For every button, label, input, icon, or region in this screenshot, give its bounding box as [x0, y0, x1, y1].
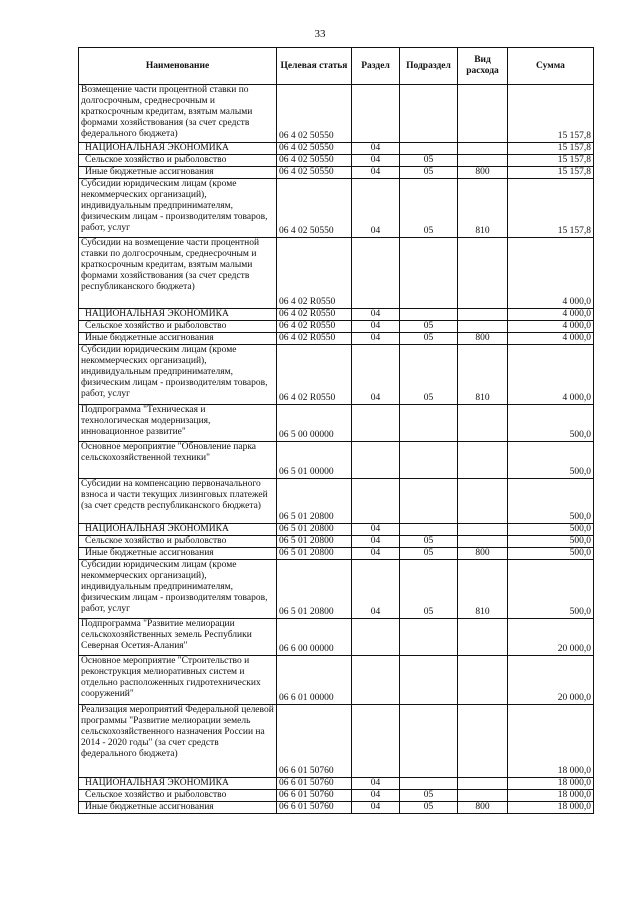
cell-amount: 18 000,0: [508, 790, 594, 802]
cell-subsection: 05: [400, 333, 458, 345]
cell-target: 06 6 01 50760: [277, 705, 352, 778]
cell-target: 06 5 01 20800: [277, 548, 352, 560]
cell-expense-type: [458, 405, 508, 442]
cell-name: Иные бюджетные ассигнования: [79, 802, 277, 814]
cell-expense-type: [458, 143, 508, 155]
header-expense-type: Вид расхода: [458, 48, 508, 85]
table-row: [79, 155, 594, 167]
cell-subsection: 05: [400, 802, 458, 814]
cell-amount: 500,0: [508, 442, 594, 479]
cell-expense-type: [458, 238, 508, 309]
cell-subsection: [400, 705, 458, 778]
cell-name: Субсидии юридическим лицам (кроме некоммерческих организаций), индивидуальным предпринимателям, физическим лицам - производителям товаров, работ, услуг: [79, 179, 277, 238]
header-name: Наименование: [79, 48, 277, 85]
cell-expense-type: 810: [458, 560, 508, 619]
cell-subsection: [400, 524, 458, 536]
cell-section: 04: [352, 802, 400, 814]
cell-target: 06 5 01 20800: [277, 524, 352, 536]
table-row: [79, 167, 594, 179]
cell-target: 06 6 01 50760: [277, 802, 352, 814]
cell-section: 04: [352, 790, 400, 802]
cell-target: 06 4 02 50550: [277, 155, 352, 167]
cell-subsection: 05: [400, 548, 458, 560]
cell-target: 06 6 01 00000: [277, 656, 352, 705]
cell-name: НАЦИОНАЛЬНАЯ ЭКОНОМИКА: [79, 309, 277, 321]
cell-target: 06 4 02 R0550: [277, 309, 352, 321]
cell-subsection: 05: [400, 155, 458, 167]
cell-target: 06 4 02 R0550: [277, 345, 352, 405]
budget-table: [78, 47, 594, 814]
cell-amount: 15 157,8: [508, 143, 594, 155]
cell-expense-type: [458, 619, 508, 656]
cell-name: Иные бюджетные ассигнования: [79, 548, 277, 560]
table-row: [79, 345, 594, 405]
header-amount: Сумма: [508, 48, 594, 85]
cell-section: [352, 442, 400, 479]
table-row: [79, 85, 594, 143]
cell-target: 06 6 00 00000: [277, 619, 352, 656]
cell-target: 06 4 02 50550: [277, 85, 352, 143]
header-subsection: Подраздел: [400, 48, 458, 85]
cell-section: 04: [352, 155, 400, 167]
cell-expense-type: [458, 536, 508, 548]
cell-subsection: [400, 479, 458, 524]
cell-section: 04: [352, 333, 400, 345]
cell-name: НАЦИОНАЛЬНАЯ ЭКОНОМИКА: [79, 778, 277, 790]
cell-name: Подпрограмма "Развитие мелиорации сельскохозяйственных земель Республики Северная Осетия-Алания": [79, 619, 277, 656]
cell-name: Субсидии на компенсацию первоначального взноса и части текущих лизинговых платежей (за счет средств республиканского бюджета): [79, 479, 277, 524]
cell-section: [352, 619, 400, 656]
table-row: [79, 790, 594, 802]
cell-expense-type: 800: [458, 802, 508, 814]
cell-subsection: [400, 778, 458, 790]
header-section: Раздел: [352, 48, 400, 85]
cell-target: 06 4 02 50550: [277, 167, 352, 179]
cell-amount: 500,0: [508, 524, 594, 536]
cell-target: 06 4 02 R0550: [277, 321, 352, 333]
cell-target: 06 6 01 50760: [277, 790, 352, 802]
cell-section: 04: [352, 548, 400, 560]
cell-expense-type: [458, 321, 508, 333]
table-row: [79, 705, 594, 778]
cell-amount: 4 000,0: [508, 333, 594, 345]
cell-amount: 15 157,8: [508, 167, 594, 179]
cell-target: 06 5 01 20800: [277, 560, 352, 619]
cell-subsection: [400, 238, 458, 309]
table-row: [79, 143, 594, 155]
cell-expense-type: [458, 442, 508, 479]
cell-amount: 15 157,8: [508, 155, 594, 167]
cell-section: [352, 656, 400, 705]
cell-amount: 500,0: [508, 536, 594, 548]
table-row: [79, 778, 594, 790]
cell-expense-type: [458, 656, 508, 705]
cell-subsection: [400, 656, 458, 705]
cell-section: [352, 705, 400, 778]
cell-section: 04: [352, 179, 400, 238]
cell-name: НАЦИОНАЛЬНАЯ ЭКОНОМИКА: [79, 524, 277, 536]
cell-subsection: [400, 143, 458, 155]
cell-subsection: 05: [400, 179, 458, 238]
cell-expense-type: [458, 155, 508, 167]
table-row: [79, 524, 594, 536]
table-row: [79, 405, 594, 442]
cell-expense-type: 800: [458, 167, 508, 179]
cell-subsection: 05: [400, 167, 458, 179]
cell-subsection: [400, 442, 458, 479]
table-row: [79, 656, 594, 705]
cell-target: 06 4 02 R0550: [277, 333, 352, 345]
cell-amount: 20 000,0: [508, 656, 594, 705]
cell-section: 04: [352, 143, 400, 155]
cell-subsection: 05: [400, 321, 458, 333]
cell-expense-type: [458, 524, 508, 536]
table-row: [79, 619, 594, 656]
cell-section: 04: [352, 560, 400, 619]
cell-expense-type: 810: [458, 345, 508, 405]
cell-subsection: 05: [400, 790, 458, 802]
cell-section: [352, 85, 400, 143]
cell-amount: 500,0: [508, 479, 594, 524]
cell-name: Возмещение части процентной ставки по долгосрочным, среднесрочным и краткосрочным кредитам, взятым малыми формами хозяйствования (за счет средств федерального бюджета): [79, 85, 277, 143]
cell-name: Подпрограмма "Техническая и технологическая модернизация, инновационное развитие": [79, 405, 277, 442]
cell-amount: 500,0: [508, 560, 594, 619]
cell-section: 04: [352, 524, 400, 536]
cell-section: [352, 238, 400, 309]
cell-subsection: 05: [400, 345, 458, 405]
cell-name: Иные бюджетные ассигнования: [79, 167, 277, 179]
cell-expense-type: [458, 705, 508, 778]
cell-amount: 18 000,0: [508, 705, 594, 778]
cell-name: Реализация мероприятий Федеральной целевой программы "Развитие мелиорации земель сельскохозяйственного назначения России на 2014 - 2020 годы" (за счет средств федерального бюджета): [79, 705, 277, 778]
cell-target: 06 5 00 00000: [277, 405, 352, 442]
cell-amount: 15 157,8: [508, 85, 594, 143]
cell-target: 06 5 01 20800: [277, 479, 352, 524]
table-body: [79, 85, 594, 814]
table-row: [79, 238, 594, 309]
cell-section: [352, 479, 400, 524]
table-row: [79, 179, 594, 238]
cell-subsection: [400, 85, 458, 143]
cell-subsection: 05: [400, 560, 458, 619]
table-row: [79, 309, 594, 321]
header-target: Целевая статья: [277, 48, 352, 85]
cell-name: Сельское хозяйство и рыболовство: [79, 536, 277, 548]
cell-amount: 18 000,0: [508, 778, 594, 790]
table-row: [79, 802, 594, 814]
cell-section: 04: [352, 167, 400, 179]
page-number: 33: [314, 28, 326, 40]
cell-name: Субсидии на возмещение части процентной ставки по долгосрочным, среднесрочным и краткосрочным кредитам, взятым малыми формами хозяйствования (за счет средств республиканского бюджета): [79, 238, 277, 309]
cell-expense-type: [458, 778, 508, 790]
table-row: [79, 548, 594, 560]
cell-expense-type: [458, 309, 508, 321]
cell-name: Сельское хозяйство и рыболовство: [79, 155, 277, 167]
cell-expense-type: 810: [458, 179, 508, 238]
cell-expense-type: 800: [458, 333, 508, 345]
table-row: [79, 333, 594, 345]
cell-name: Сельское хозяйство и рыболовство: [79, 321, 277, 333]
cell-name: Субсидии юридическим лицам (кроме некоммерческих организаций), индивидуальным предпринимателям, физическим лицам - производителям товаров, работ, услуг: [79, 345, 277, 405]
cell-name: НАЦИОНАЛЬНАЯ ЭКОНОМИКА: [79, 143, 277, 155]
cell-target: 06 6 01 50760: [277, 778, 352, 790]
cell-name: Основное мероприятие "Обновление парка сельскохозяйственной техники": [79, 442, 277, 479]
cell-name: Сельское хозяйство и рыболовство: [79, 790, 277, 802]
cell-amount: 500,0: [508, 548, 594, 560]
cell-amount: 20 000,0: [508, 619, 594, 656]
cell-subsection: [400, 619, 458, 656]
cell-expense-type: [458, 790, 508, 802]
cell-name: Основное мероприятие "Строительство и реконструкция мелиоративных систем и отдельно расположенных гидротехнических сооружений": [79, 656, 277, 705]
cell-section: 04: [352, 778, 400, 790]
cell-section: 04: [352, 321, 400, 333]
table-row: [79, 479, 594, 524]
cell-subsection: [400, 405, 458, 442]
cell-target: 06 4 02 50550: [277, 179, 352, 238]
cell-target: 06 5 01 20800: [277, 536, 352, 548]
cell-section: 04: [352, 309, 400, 321]
cell-amount: 4 000,0: [508, 309, 594, 321]
table-header-row: [79, 48, 594, 85]
cell-subsection: 05: [400, 536, 458, 548]
cell-section: 04: [352, 536, 400, 548]
cell-expense-type: [458, 85, 508, 143]
cell-expense-type: [458, 479, 508, 524]
cell-target: 06 4 02 R0550: [277, 238, 352, 309]
cell-subsection: [400, 309, 458, 321]
cell-target: 06 5 01 00000: [277, 442, 352, 479]
cell-amount: 4 000,0: [508, 238, 594, 309]
cell-amount: 4 000,0: [508, 321, 594, 333]
table-row: [79, 560, 594, 619]
cell-section: 04: [352, 345, 400, 405]
cell-section: [352, 405, 400, 442]
table-row: [79, 442, 594, 479]
table-row: [79, 536, 594, 548]
cell-expense-type: 800: [458, 548, 508, 560]
cell-amount: 500,0: [508, 405, 594, 442]
cell-name: Субсидии юридическим лицам (кроме некоммерческих организаций), индивидуальным предпринимателям, физическим лицам - производителям товаров, работ, услуг: [79, 560, 277, 619]
cell-amount: 4 000,0: [508, 345, 594, 405]
cell-target: 06 4 02 50550: [277, 143, 352, 155]
cell-amount: 18 000,0: [508, 802, 594, 814]
cell-amount: 15 157,8: [508, 179, 594, 238]
table-row: [79, 321, 594, 333]
cell-name: Иные бюджетные ассигнования: [79, 333, 277, 345]
